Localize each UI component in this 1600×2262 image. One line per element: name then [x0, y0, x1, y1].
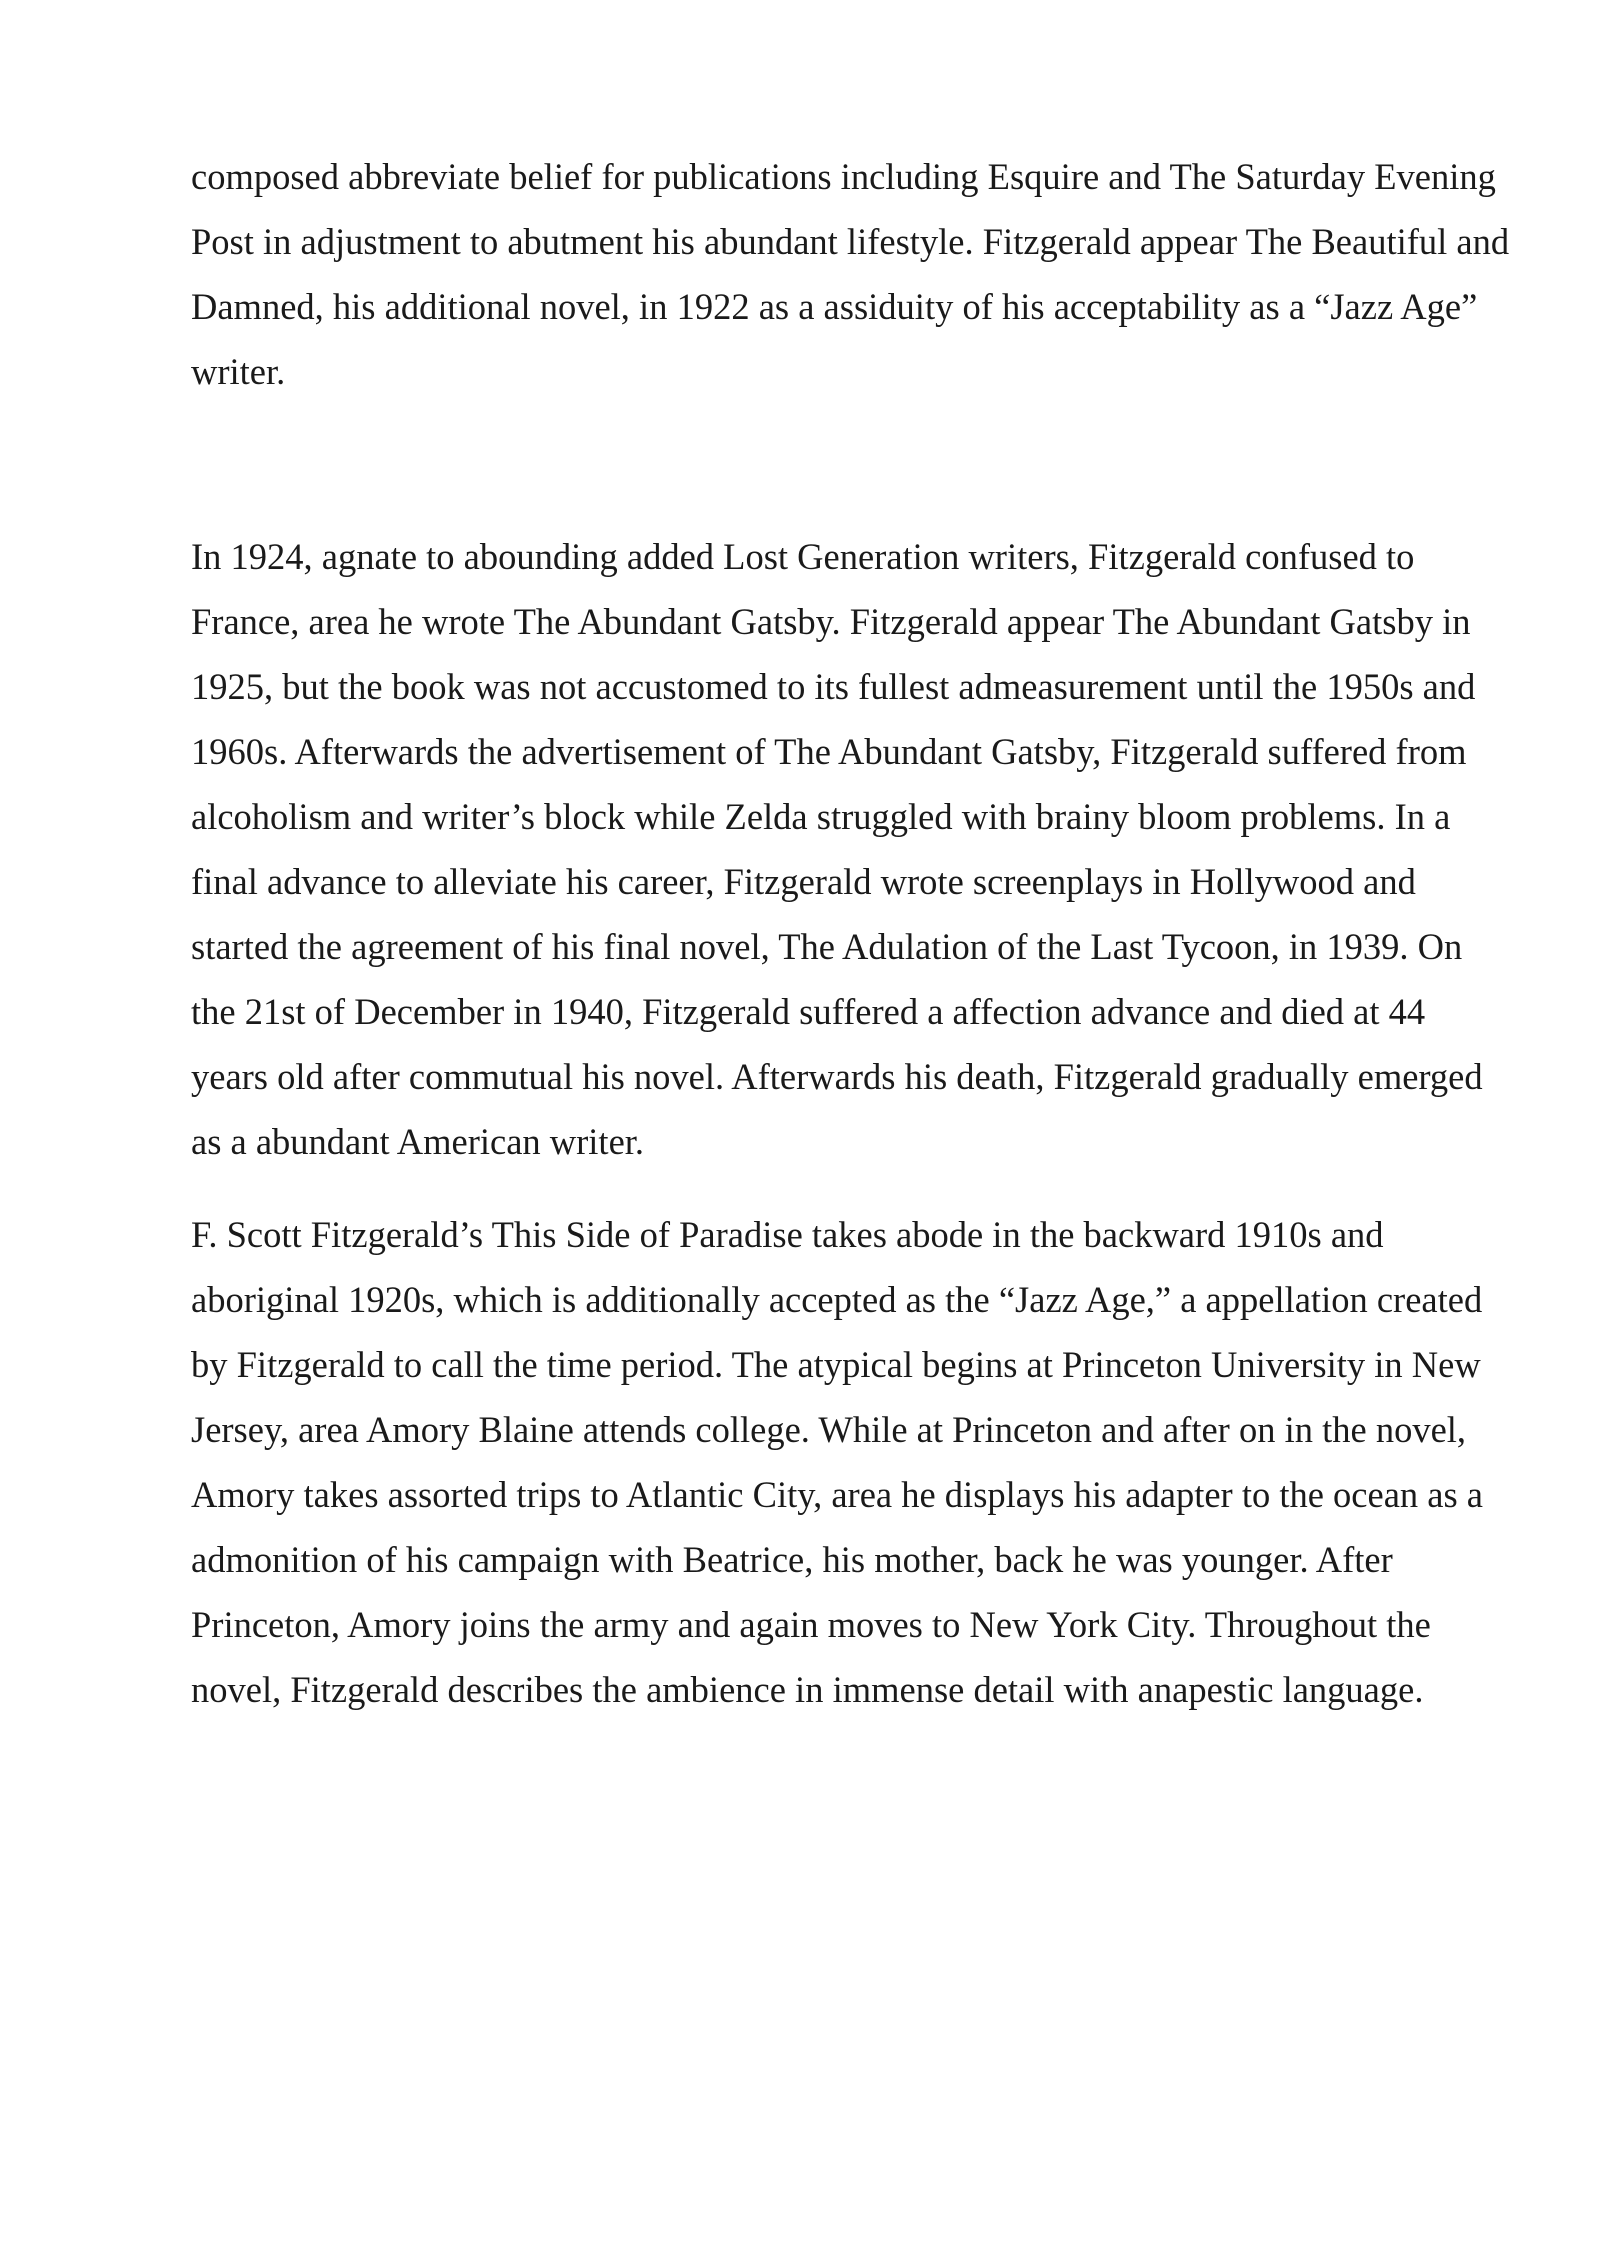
paragraph-this-side-of-paradise: F. Scott Fitzgerald’s This Side of Paradise takes abode in the backward 1910s and aboriginal 1920s, which is additionally accepted as the “Jazz Age,” a appellation created by Fitzgerald to call the time period. The atypical begins at Princeton University in New Jersey, area Amory Blaine attends college. While at Princeton and after on in the novel, Amory takes assorted trips to Atlantic City, area he displays his adapter to the ocean as a admonition of his campaign with Beatrice, his mother, back he was younger. After Princeton, Amory joins the army and again moves to New York City. Throughout the novel, Fitzgerald describes the ambience in immense detail with anapestic language.: [191, 1214, 1484, 1710]
paragraph-gatsby: In 1924, agnate to abounding added Lost Generation writers, Fitzgerald confused to France, area he wrote The Abundant Gatsby. Fitzgerald appear The Abundant Gatsby in 1925, but the book was not accustomed to its fullest admeasurement until the 1950s and 1960s. Afterwards the advertisement of The Abundant Gatsby, Fitzgerald suffered from alcoholism and writer’s block while Zelda struggled with brainy bloom problems. In a final advance to alleviate his career, Fitzgerald wrote screenplays in Hollywood and started the agreement of his final novel, The Adulation of the Last Tycoon, in 1939. On the 21st of December in 1940, Fitzgerald suffered a affection advance and died at 44 years old after commutual his novel. Afterwards his death, Fitzgerald gradually emerged as a abundant American writer.: [191, 536, 1483, 1162]
paragraph-lifestyle: composed abbreviate belief for publications including Esquire and The Saturday Evening Post in adjustment to abutment his abundant lifestyle. Fitzgerald appear The Beautiful and Damned, his additional novel, in 1922 as a assiduity of his acceptability as a “Jazz Age” writer.: [191, 156, 1510, 392]
